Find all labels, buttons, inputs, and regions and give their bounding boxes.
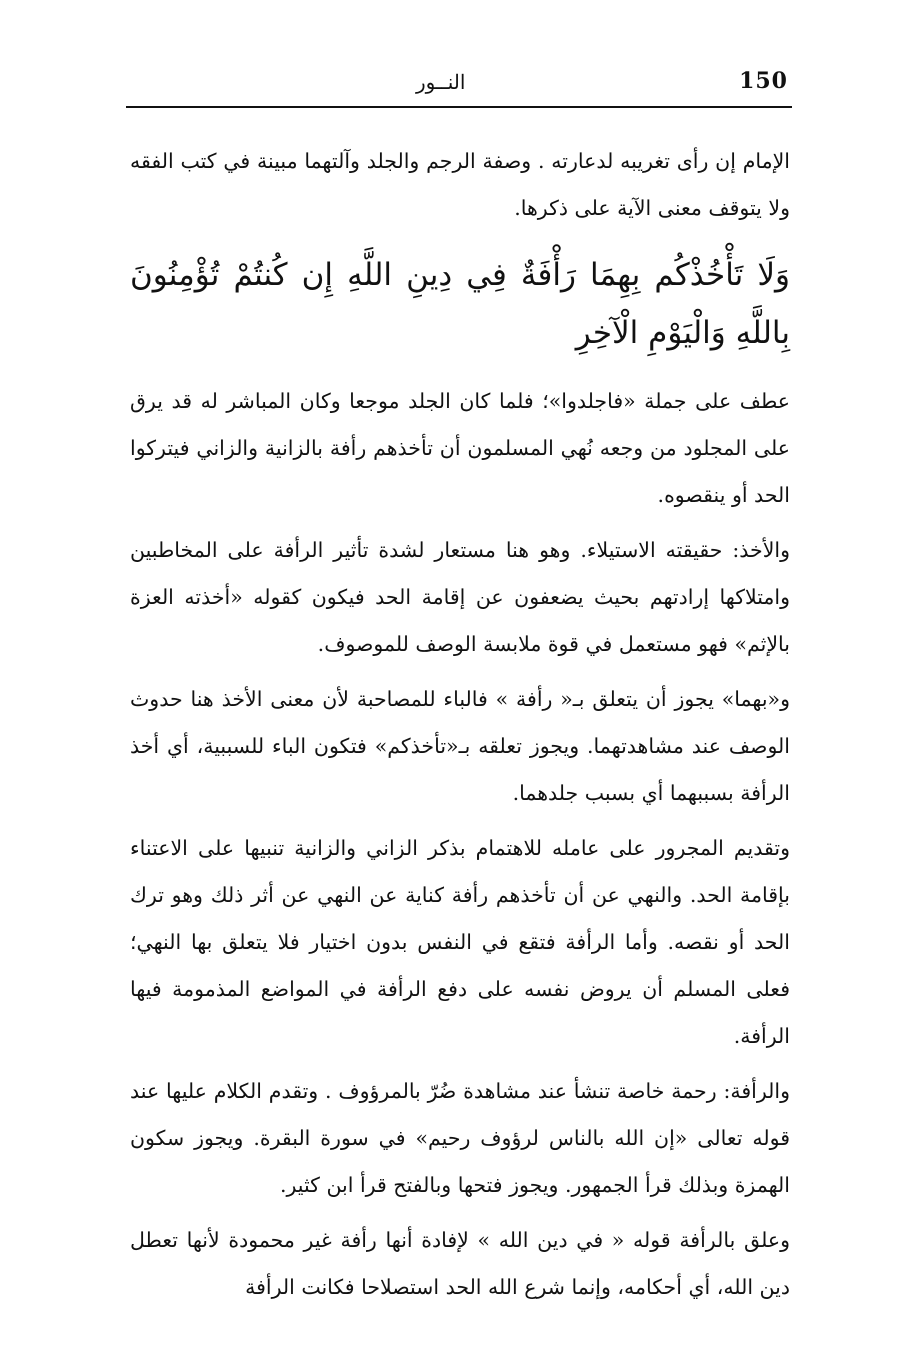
page-header <box>126 62 794 106</box>
paragraph-bihima: و«بهما» يجوز أن يتعلق بـ« رأفة » فالباء للمصاحبة لأن معنى الأخذ هنا حدوث الوصف عند مشاهدتهما. ويجوز تعلقه بـ«تأخذكم» فتكون الباء للسببية، أي أخذ الرأفة بسببهما أي بسبب جلدهما. <box>130 687 790 805</box>
surah-name: النــور <box>416 70 466 94</box>
quran-verse: وَلَا تَأْخُذْكُم بِهِمَا رَأْفَةٌ فِي دِينِ اللَّهِ إِن كُنتُمْ تُؤْمِنُونَ بِاللَّهِ وَالْيَوْمِ الْآخِرِ <box>130 257 790 351</box>
page-number: 150 <box>739 68 788 94</box>
paragraph-conjunction: عطف على جملة «فاجلدوا»؛ فلما كان الجلد موجعا وكان المباشر له قد يرق على المجلود من وجعه نُهي المسلمون أن تأخذهم رأفة بالزانية والزاني فيتركوا الحد أو ينقصوه. <box>130 389 790 507</box>
paragraph-taqdim: وتقديم المجرور على عامله للاهتمام بذكر الزاني والزانية تنبيها على الاعتناء بإقامة الحد. والنهي عن أن تأخذهم رأفة كناية عن النهي عن أثر ذلك وهو ترك الحد أو نقصه. وأما الرأفة فتقع في النفس بدون اختيار فلا يتعلق بها النهي؛ فعلى المسلم أن يروض نفسه على دفع الرأفة في المواضع المذمومة فيها الرأفة. <box>130 836 790 1048</box>
paragraph-akhdh: والأخذ: حقيقته الاستيلاء. وهو هنا مستعار لشدة تأثير الرأفة على المخاطبين وامتلاكها إرادتهم بحيث يضعفون عن إقامة الحد فيكون كقوله «أخذته العزة بالإثم» فهو مستعمل في قوة ملابسة الوصف للموصوف. <box>130 538 790 656</box>
paragraph-intro: الإمام إن رأى تغريبه لدعارته . وصفة الرجم والجلد وآلتهما مبينة في كتب الفقه ولا يتوقف معنى الآية على ذكرها. <box>130 149 790 220</box>
paragraph-rafa: والرأفة: رحمة خاصة تنشأ عند مشاهدة ضُرّ بالمرؤوف . وتقدم الكلام عليها عند قوله تعالى «إن الله بالناس لرؤوف رحيم» في سورة البقرة. ويجوز سكون الهمزة وبذلك قرأ الجمهور. ويجوز فتحها وبالفتح قرأ ابن كثير. <box>130 1079 790 1197</box>
header-rule <box>126 106 792 108</box>
paragraph-dinillah: وعلق بالرأفة قوله « في دين الله » لإفادة أنها رأفة غير محمودة لأنها تعطل دين الله، أي أحكامه، وإنما شرع الله الحد استصلاحا فكانت الرأفة <box>130 1228 790 1299</box>
page-body <box>130 138 790 1319</box>
